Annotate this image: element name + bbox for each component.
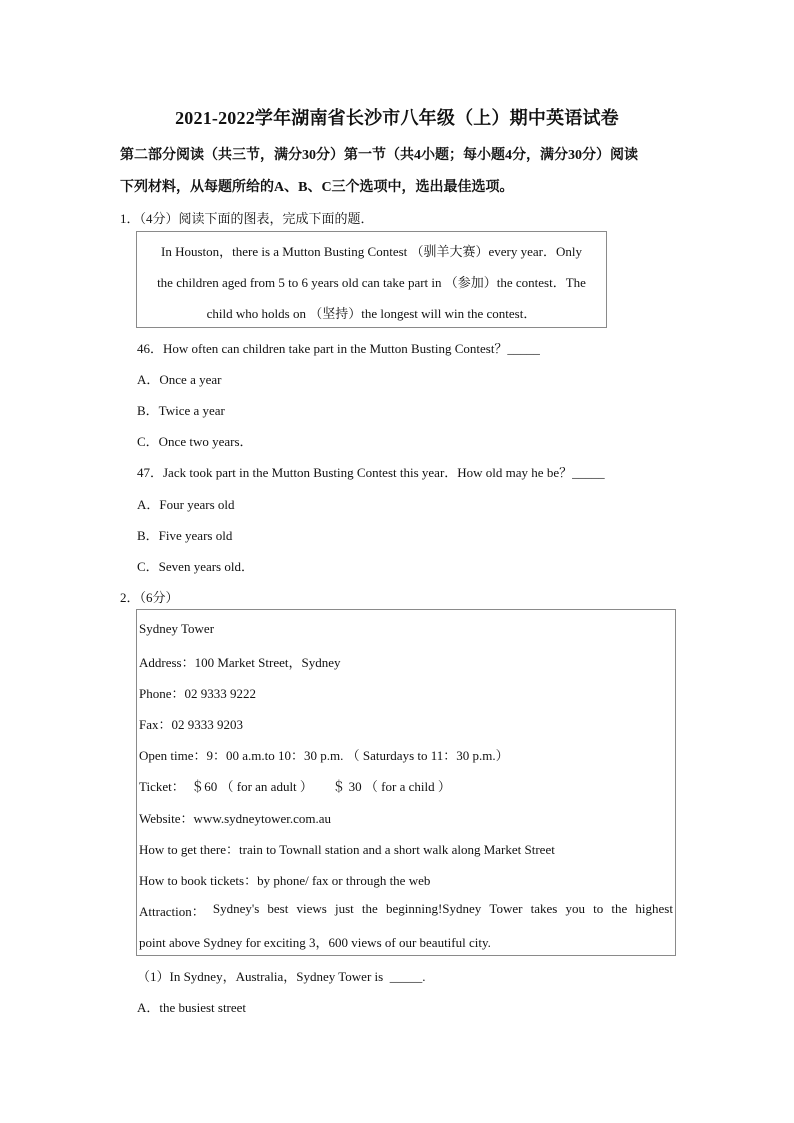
question-46-option-b[interactable]: B．Twice a year [137,403,225,418]
attraction-word: Tower [489,901,523,916]
info-line-ticket: Ticket： ＄60 （ for an adult ） ＄ 30 （ for a child ） [139,779,451,794]
page-title: 2021-2022学年湖南省长沙市八年级（上）期中英语试卷 [175,108,619,128]
info-line-attraction [139,901,673,920]
attraction-word: views [296,901,327,916]
section-instruction-line-1: 第二部分阅读（共三节，满分30分）第一节（共4小题；每小题4分，满分30分）阅读 [120,148,638,163]
attraction-word: Sydney's [212,901,260,916]
attraction-word: Attraction： [139,904,205,919]
passage-line: In Houston，there is a Mutton Busting Contest （驯羊大赛）every year．Only [160,244,582,259]
attraction-word: beginning!Sydney [385,901,482,916]
info-line-address: Address：100 Market Street，Sydney [139,655,341,670]
info-line-directions: How to get there：train to Townall station and a short walk along Market Street [139,842,555,857]
question-46-option-a[interactable]: A．Once a year [137,372,222,387]
question-47-option-c[interactable]: C．Seven years old． [137,559,254,574]
info-line-phone: Phone：02 9333 9222 [139,686,257,701]
attraction-word: to [593,901,604,916]
question-1-header: 1．（4分）阅读下面的图表，完成下面的题． [120,211,374,226]
question-47-option-a[interactable]: A．Four years old [137,497,235,512]
question-47-option-b[interactable]: B．Five years old [137,528,233,543]
question-47-stem: 47．Jack took part in the Mutton Busting Contest this year．How old may he be？_____ [137,465,605,480]
attraction-word: highest [635,901,673,916]
info-line-open-time: Open time：9：00 a.m.to 10：30 p.m. （ Saturdays to 11：30 p.m.） [139,748,509,763]
question-2-info-box [136,609,676,956]
info-line-booking: How to book tickets：by phone/ fax or through the web [139,873,431,888]
attraction-word: the [611,901,628,916]
question-1-passage-box [136,231,607,328]
info-line-fax: Fax：02 9333 9203 [139,717,244,732]
attraction-word: takes [530,901,558,916]
info-line-title: Sydney Tower [139,621,215,636]
question-2-sub-1-option-a[interactable]: A．the busiest street [137,1000,247,1015]
passage-line: child who holds on （坚持）the longest will win the contest． [206,306,537,321]
attraction-word: the [361,901,378,916]
question-46-stem: 46．How often can children take part in the Mutton Busting Contest？_____ [137,341,540,356]
question-2-sub-1-stem: （1）In Sydney，Australia，Sydney Tower is _____. [137,969,426,984]
passage-line: the children aged from 5 to 6 years old can take part in （参加）the contest．The [157,275,586,290]
info-line-attraction-continued: point above Sydney for exciting 3，600 views of our beautiful city. [139,935,491,950]
info-line-website: Website：www.sydneytower.com.au [139,811,331,826]
attraction-word: just [334,901,354,916]
section-instruction-line-2: 下列材料，从每题所给的A、B、C三个选项中，选出最佳选项。 [120,180,514,195]
question-46-option-c[interactable]: C．Once two years． [137,434,253,449]
question-2-header: 2．（6分） [120,590,179,605]
attraction-word: best [267,901,289,916]
attraction-word: you [565,901,585,916]
